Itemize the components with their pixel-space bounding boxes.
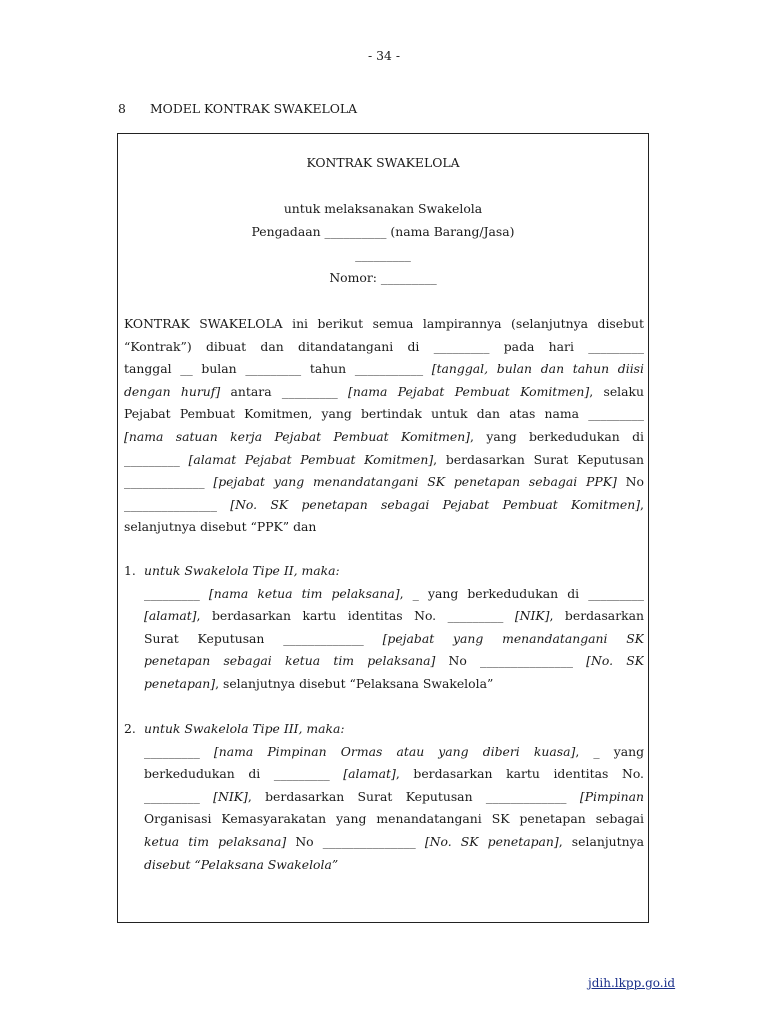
list-item-line: _________ [nama ketua tim pelaksana], _ yang berkedudukan di _________ [144, 585, 644, 601]
list-item-title: untuk Swakelola Tipe III, maka: [144, 721, 345, 736]
list-item-index: 2. [124, 721, 136, 736]
list-item-title: untuk Swakelola Tipe II, maka: [144, 563, 340, 578]
intro-line: Pejabat Pembuat Komitmen, yang bertindak untuk dan atas nama _________ [124, 406, 644, 422]
intro-line: KONTRAK SWAKELOLA ini berikut semua lampirannya (selanjutnya disebut [124, 316, 644, 331]
list-item-head [124, 718, 644, 741]
list-item-line: Surat Keputusan _____________ [pejabat yang menandatangani SK [144, 630, 644, 646]
list-item-line: [alamat], berdasarkan kartu identitas No. _________ [NIK], berdasarkan [144, 608, 644, 624]
list-item-body [144, 583, 644, 696]
list-item-line: penetapan sebagai ketua tim pelaksana] No _______________ [No. SK [144, 653, 644, 669]
intro-line: [nama satuan kerja Pejabat Pembuat Komitmen], yang berkedudukan di [124, 428, 644, 444]
contract-subtitle-1: untuk melaksanakan Swakelola [283, 201, 483, 216]
intro-line: _______________ [No. SK penetapan sebagai Pejabat Pembuat Komitmen], [124, 496, 644, 512]
list-item-line: Organisasi Kemasyarakatan yang menandatangani SK penetapan sebagai [144, 811, 644, 827]
contract-box [117, 133, 649, 923]
footer-link[interactable]: jdih.lkpp.go.id [588, 976, 676, 990]
list-item-index: 1. [124, 563, 136, 578]
list-item-tipe-ii [124, 560, 644, 696]
contract-number-line: Nomor: _________ [329, 270, 437, 285]
intro-line: _________ [alamat Pejabat Pembuat Komitmen], berdasarkan Surat Keputusan [124, 451, 644, 467]
list-item-line: ketua tim pelaksana] No _______________ [No. SK penetapan], selanjutnya [144, 833, 644, 849]
intro-paragraph [124, 313, 644, 539]
intro-line: tanggal __ bulan _________ tahun ___________ [tanggal, bulan dan tahun diisi [124, 361, 644, 377]
section-title: MODEL KONTRAK SWAKELOLA [150, 101, 358, 116]
contract-subtitle-3: _________ [355, 247, 411, 262]
section-heading [118, 101, 357, 116]
page-number: - 34 - [367, 48, 401, 63]
intro-line: selanjutnya disebut “PPK” dan [124, 519, 317, 535]
list-item-body [144, 741, 644, 877]
list-item-line: disebut “Pelaksana Swakelola” [144, 856, 339, 872]
intro-line: _____________ [pejabat yang menandatangani SK penetapan sebagai PPK] No [124, 474, 644, 490]
list-item-tipe-iii [124, 718, 644, 876]
list-item-line: _________ [NIK], berdasarkan Surat Keputusan _____________ [Pimpinan [144, 788, 644, 804]
list-item-line: penetapan], selanjutnya disebut “Pelaksana Swakelola” [144, 675, 494, 691]
list-item-line: _________ [nama Pimpinan Ormas atau yang diberi kuasa], _ yang [144, 743, 644, 759]
intro-line: dengan huruf] antara _________ [nama Pejabat Pembuat Komitmen], selaku [124, 383, 644, 399]
intro-line: “Kontrak”) dibuat dan ditandatangani di _________ pada hari _________ [124, 338, 644, 354]
contract-heading: KONTRAK SWAKELOLA [306, 155, 460, 170]
contract-subtitle-2: Pengadaan __________ (nama Barang/Jasa) [251, 224, 515, 239]
section-number: 8 [118, 101, 126, 116]
list-item-head [124, 560, 644, 583]
list-item-line: berkedudukan di _________ [alamat], berdasarkan kartu identitas No. [144, 766, 644, 782]
